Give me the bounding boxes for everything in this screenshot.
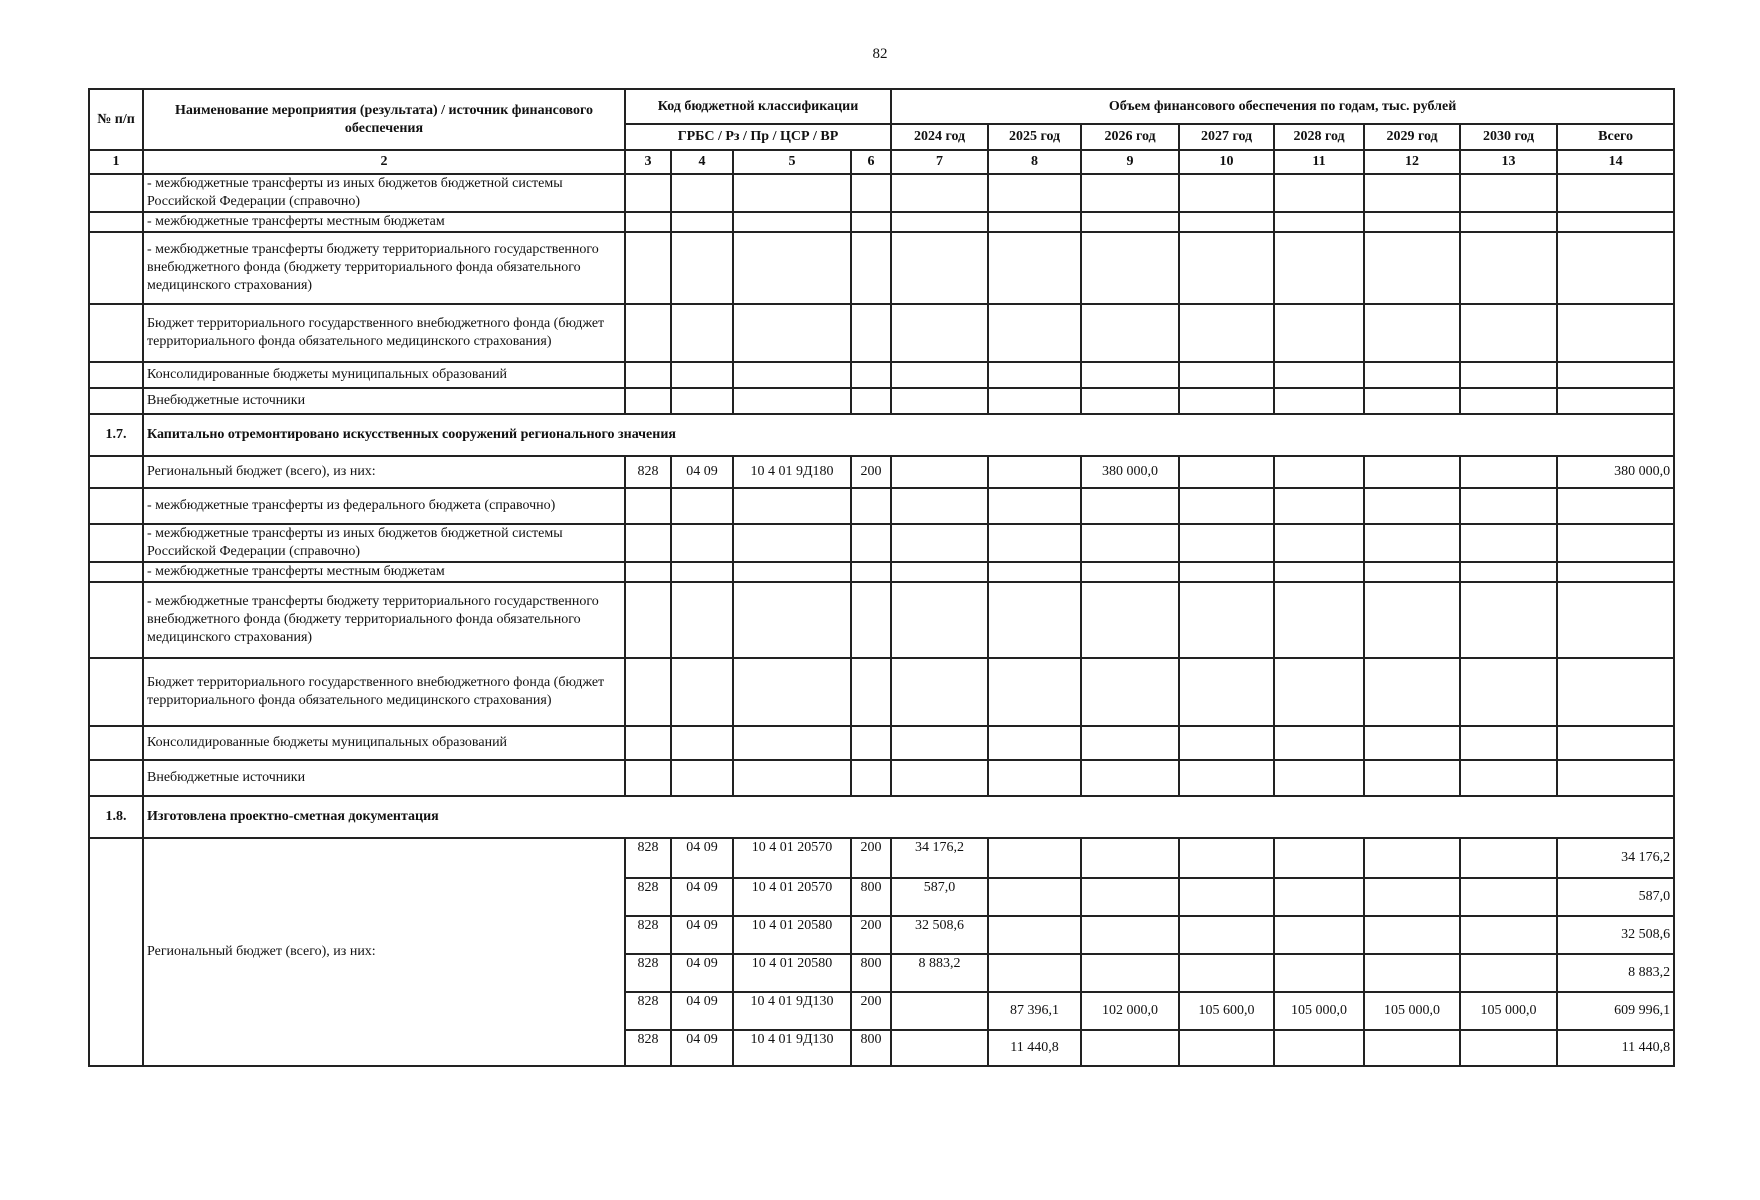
grbs-cell: 828: [625, 916, 671, 954]
value-cell: [1274, 1030, 1364, 1066]
csr-cell: 10 4 01 9Д130: [733, 992, 851, 1030]
row-label: Региональный бюджет (всего), из них:: [143, 838, 625, 1066]
header-code-sub: ГРБС / Рз / Пр / ЦСР / ВР: [625, 124, 891, 150]
column-number: 3: [625, 150, 671, 174]
grbs-cell: 828: [625, 1030, 671, 1066]
value-cell: [1460, 878, 1557, 916]
total-cell: 34 176,2: [1557, 838, 1674, 878]
rz-cell: 04 09: [671, 954, 733, 992]
value-cell: [1460, 1030, 1557, 1066]
grbs-cell: 828: [625, 838, 671, 878]
table-row: [89, 658, 1674, 726]
column-number: 10: [1179, 150, 1274, 174]
total-cell: 380 000,0: [1557, 456, 1674, 488]
value-cell: [1179, 878, 1274, 916]
row-label: - межбюджетные трансферты из иных бюджетов бюджетной системы Российской Федерации (справочно): [143, 174, 625, 212]
column-numbers-row: [89, 150, 1674, 174]
header-num: № п/п: [89, 89, 143, 150]
csr-cell: 10 4 01 20570: [733, 838, 851, 878]
value-cell: 105 000,0: [1460, 992, 1557, 1030]
value-cell: [988, 916, 1081, 954]
header-volume: Объем финансового обеспечения по годам, тыс. рублей: [891, 89, 1674, 124]
row-label: Региональный бюджет (всего), из них:: [143, 456, 625, 488]
header-year: 2027 год: [1179, 124, 1274, 150]
value-cell: [1179, 838, 1274, 878]
value-cell: 587,0: [891, 878, 988, 916]
row-label: - межбюджетные трансферты из иных бюджетов бюджетной системы Российской Федерации (справочно): [143, 524, 625, 562]
value-cell: [1274, 954, 1364, 992]
value-cell: 32 508,6: [891, 916, 988, 954]
value-cell: [1364, 838, 1460, 878]
header-year: 2026 год: [1081, 124, 1179, 150]
budget-table: [88, 88, 1675, 1067]
table-row: [89, 304, 1674, 362]
header-code: Код бюджетной классификации: [625, 89, 891, 124]
value-cell: [1274, 916, 1364, 954]
total-cell: 8 883,2: [1557, 954, 1674, 992]
value-cell: 105 000,0: [1274, 992, 1364, 1030]
rz-cell: 04 09: [671, 456, 733, 488]
row-label: Консолидированные бюджеты муниципальных образований: [143, 362, 625, 388]
column-number: 2: [143, 150, 625, 174]
csr-cell: 10 4 01 20580: [733, 916, 851, 954]
table-row: [89, 388, 1674, 414]
table-row: [89, 362, 1674, 388]
table-row: [89, 488, 1674, 524]
column-number: 4: [671, 150, 733, 174]
column-number: 13: [1460, 150, 1557, 174]
value-cell: [1179, 1030, 1274, 1066]
row-label: - межбюджетные трансферты местным бюджетам: [143, 562, 625, 582]
section-number: 1.7.: [89, 414, 143, 456]
value-cell: [1364, 916, 1460, 954]
value-cell: [1179, 954, 1274, 992]
header-row: [89, 89, 1674, 124]
table-row: [89, 456, 1674, 488]
table-row: [89, 174, 1674, 212]
column-number: 12: [1364, 150, 1460, 174]
table-row: [89, 524, 1674, 562]
section-row: [89, 796, 1674, 838]
value-cell: 87 396,1: [988, 992, 1081, 1030]
value-cell: [1460, 838, 1557, 878]
csr-cell: 10 4 01 20580: [733, 954, 851, 992]
section-number: 1.8.: [89, 796, 143, 838]
column-number: 9: [1081, 150, 1179, 174]
column-number: 7: [891, 150, 988, 174]
table-row: [89, 212, 1674, 232]
row-label: Консолидированные бюджеты муниципальных образований: [143, 726, 625, 760]
grbs-cell: 828: [625, 992, 671, 1030]
value-cell: [891, 992, 988, 1030]
csr-cell: 10 4 01 9Д180: [733, 456, 851, 488]
value-cell: [1081, 916, 1179, 954]
value-cell: [1460, 954, 1557, 992]
column-number: 8: [988, 150, 1081, 174]
total-cell: 32 508,6: [1557, 916, 1674, 954]
table-row: [89, 562, 1674, 582]
total-cell: 587,0: [1557, 878, 1674, 916]
value-cell: [1081, 838, 1179, 878]
header-total: Всего: [1557, 124, 1674, 150]
row-label: Внебюджетные источники: [143, 388, 625, 414]
value-cell: [1081, 1030, 1179, 1066]
vr-cell: 200: [851, 456, 891, 488]
row-label: - межбюджетные трансферты бюджету территориального государственного внебюджетного фонда (бюджету территориального фонда обязательного медицинского страхования): [143, 582, 625, 658]
grbs-cell: 828: [625, 456, 671, 488]
vr-cell: 800: [851, 954, 891, 992]
page-number: 82: [872, 46, 888, 62]
value-cell: [988, 954, 1081, 992]
row-label: Внебюджетные источники: [143, 760, 625, 796]
row-label: - межбюджетные трансферты местным бюджетам: [143, 212, 625, 232]
csr-cell: 10 4 01 9Д130: [733, 1030, 851, 1066]
vr-cell: 200: [851, 916, 891, 954]
csr-cell: 10 4 01 20570: [733, 878, 851, 916]
value-cell: 11 440,8: [988, 1030, 1081, 1066]
row-label: - межбюджетные трансферты бюджету территориального государственного внебюджетного фонда (бюджету территориального фонда обязательного медицинского страхования): [143, 232, 625, 304]
section-title: Капитально отремонтировано искусственных сооружений регионального значения: [143, 414, 1674, 456]
column-number: 14: [1557, 150, 1674, 174]
value-cell: [1274, 838, 1364, 878]
value-cell: [1364, 878, 1460, 916]
header-year: 2030 год: [1460, 124, 1557, 150]
header-year: 2028 год: [1274, 124, 1364, 150]
row-label: Бюджет территориального государственного внебюджетного фонда (бюджет территориального фонда обязательного медицинского страхования): [143, 658, 625, 726]
rz-cell: 04 09: [671, 878, 733, 916]
vr-cell: 200: [851, 838, 891, 878]
value-cell: [1081, 954, 1179, 992]
row-label: Бюджет территориального государственного внебюджетного фонда (бюджет территориального фонда обязательного медицинского страхования): [143, 304, 625, 362]
rz-cell: 04 09: [671, 916, 733, 954]
value-cell: [1460, 916, 1557, 954]
rz-cell: 04 09: [671, 838, 733, 878]
value-cell: [1364, 954, 1460, 992]
value-cell: 102 000,0: [1081, 992, 1179, 1030]
value-cell: [1364, 1030, 1460, 1066]
grbs-cell: 828: [625, 878, 671, 916]
column-number: 11: [1274, 150, 1364, 174]
value-cell: 34 176,2: [891, 838, 988, 878]
value-cell: 380 000,0: [1081, 456, 1179, 488]
value-cell: 8 883,2: [891, 954, 988, 992]
table-row: [89, 760, 1674, 796]
value-cell: [891, 1030, 988, 1066]
value-cell: [988, 838, 1081, 878]
value-cell: [1081, 878, 1179, 916]
column-number: 5: [733, 150, 851, 174]
grbs-cell: 828: [625, 954, 671, 992]
header-year: 2029 год: [1364, 124, 1460, 150]
value-cell: [1274, 878, 1364, 916]
value-cell: [988, 878, 1081, 916]
table-row: [89, 726, 1674, 760]
value-cell: [1179, 916, 1274, 954]
vr-cell: 200: [851, 992, 891, 1030]
rz-cell: 04 09: [671, 992, 733, 1030]
column-number: 6: [851, 150, 891, 174]
section-title: Изготовлена проектно-сметная документация: [143, 796, 1674, 838]
vr-cell: 800: [851, 878, 891, 916]
column-number: 1: [89, 150, 143, 174]
table-row: [89, 838, 1674, 878]
section-row: [89, 414, 1674, 456]
total-cell: 11 440,8: [1557, 1030, 1674, 1066]
header-name: Наименование мероприятия (результата) / источник финансового обеспечения: [143, 89, 625, 150]
row-label: - межбюджетные трансферты из федерального бюджета (справочно): [143, 488, 625, 524]
header-year: 2025 год: [988, 124, 1081, 150]
table-row: [89, 232, 1674, 304]
rz-cell: 04 09: [671, 1030, 733, 1066]
table-row: [89, 582, 1674, 658]
value-cell: 105 600,0: [1179, 992, 1274, 1030]
total-cell: 609 996,1: [1557, 992, 1674, 1030]
value-cell: 105 000,0: [1364, 992, 1460, 1030]
vr-cell: 800: [851, 1030, 891, 1066]
header-year: 2024 год: [891, 124, 988, 150]
